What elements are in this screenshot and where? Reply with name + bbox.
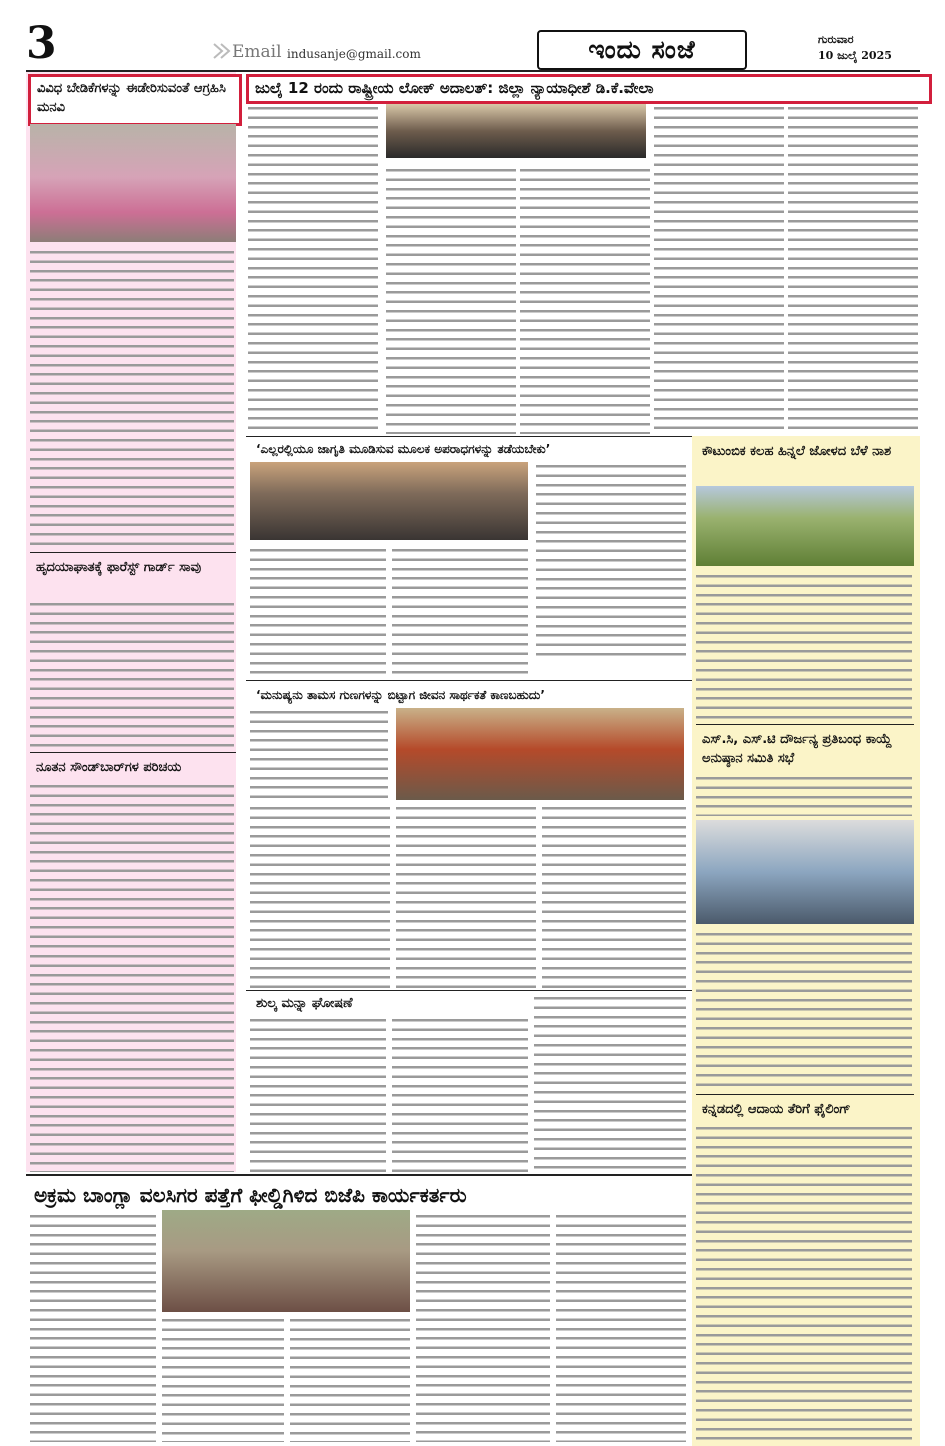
fee-headline: ಶುಲ್ಕ ಮನ್ನಾ ಘೋಷಣೆ xyxy=(256,996,353,1011)
soundbar-headline: ನೂತನ ಸೌಂಡ್‌ಬಾರ್‌ಗಳ ಪರಿಚಯ xyxy=(36,760,182,775)
awareness-headline: ‘ಎಲ್ಲರಲ್ಲಿಯೂ ಜಾಗೃತಿ ಮೂಡಿಸುವ ಮೂಲಕ ಅಪರಾಧಗಳನ್ನು ತಡೆಯಬೇಕು’ xyxy=(256,442,551,456)
demands-body xyxy=(30,248,234,550)
lead-body-col1 xyxy=(248,104,378,434)
demands-photo xyxy=(30,124,236,242)
fee-body-col3 xyxy=(534,994,686,1172)
bangla-body-col1 xyxy=(30,1212,156,1442)
dateline xyxy=(818,32,892,64)
family-body xyxy=(696,572,912,722)
crop-photo xyxy=(696,486,914,566)
awareness-photo xyxy=(250,462,528,540)
awareness-body-col1 xyxy=(250,546,386,676)
awareness-body-col3 xyxy=(536,462,686,662)
lead-headline: ಜುಲೈ 12 ರಂದು ರಾಷ್ಟ್ರೀಯ ಲೋಕ್ ಅದಾಲತ್: ಜಿಲ್ಲಾ ನ್ಯಾಯಾಧೀಶೆ ಡಿ.ಕೆ.ವೇಲಾ xyxy=(246,74,932,104)
meeting-photo xyxy=(696,820,914,924)
bangla-body-col5 xyxy=(556,1212,686,1442)
family-headline: ಕೌಟುಂಬಿಕ ಕಲಹ ಹಿನ್ನಲೆ ಜೋಳದ ಬೆಳೆ ನಾಶ xyxy=(702,444,892,459)
bangla-body-col2 xyxy=(162,1316,284,1442)
heart-body xyxy=(30,600,234,750)
bangla-photo xyxy=(162,1210,410,1312)
scst-body xyxy=(696,930,912,1090)
awareness-body-col2 xyxy=(392,546,528,676)
scst-body-intro xyxy=(696,774,912,816)
fee-body-col1 xyxy=(250,1016,386,1172)
tamas-body-col2 xyxy=(396,804,536,988)
lead-body-col3 xyxy=(520,166,650,434)
email-address: indusanje@gmail.com xyxy=(287,47,421,61)
bangla-headline: ಅಕ್ರಮ ಬಾಂಗ್ಲಾ ವಲಸಿಗರ ಪತ್ತೆಗೆ ಫೀಲ್ಡಿಗಿಳಿದ ಬಿಜೆಪಿ ಕಾರ್ಯಕರ್ತರು xyxy=(34,1183,467,1207)
soundbar-body-cont xyxy=(30,952,234,1172)
demands-headline: ವಿವಿಧ ಬೇಡಿಕೆಗಳನ್ನು ಈಡೇರಿಸುವಂತೆ ಆಗ್ರಹಿಸಿ ಮನವಿ xyxy=(28,74,242,126)
page-number: 3 xyxy=(26,18,57,69)
divider xyxy=(30,552,236,553)
kannada-body xyxy=(696,1124,912,1442)
date: 10 ಜುಲೈ 2025 xyxy=(818,49,892,62)
divider xyxy=(246,680,692,681)
tamas-body-col1 xyxy=(250,804,390,988)
arrow-icon xyxy=(212,42,232,60)
divider xyxy=(696,1094,914,1095)
kannada-headline: ಕನ್ನಡದಲ್ಲಿ ಆದಾಯ ತೆರಿಗೆ ಫೈಲಿಂಗ್ xyxy=(702,1102,851,1117)
divider xyxy=(696,724,914,725)
divider xyxy=(26,1174,692,1176)
tamas-headline: ‘ಮನುಷ್ಯನು ತಾಮಸ ಗುಣಗಳನ್ನು ಬಿಟ್ಟಾಗ ಜೀವನ ಸಾರ್ಥಕತೆ ಕಾಣಬಹುದು’ xyxy=(256,688,545,702)
lead-body-col4 xyxy=(654,104,784,434)
masthead-text: ಇಂದು ಸಂಜೆ xyxy=(588,35,696,64)
divider xyxy=(246,990,692,991)
lead-photo xyxy=(386,104,646,158)
bangla-body-col3 xyxy=(290,1316,410,1442)
bangla-body-col4 xyxy=(416,1212,550,1442)
heart-headline: ಹೃದಯಾಘಾತಕ್ಕೆ ಫಾರೆಸ್ಟ್ ಗಾರ್ಡ್ ಸಾವು xyxy=(36,560,202,575)
lead-body-col5 xyxy=(788,104,918,434)
lead-body-col2 xyxy=(386,166,516,434)
tamas-photo xyxy=(396,708,684,800)
divider xyxy=(30,752,236,753)
fee-body-col2 xyxy=(392,1016,528,1172)
tamas-body-intro xyxy=(250,708,388,798)
day: ಗುರುವಾರ xyxy=(818,33,854,46)
scst-headline: ಎಸ್.ಸಿ, ಎಸ್.ಟಿ ದೌರ್ಜನ್ಯ ಪ್ರತಿಬಂಧ ಕಾಯ್ದೆ ಅನುಷ್ಠಾನ ಸಮಿತಿ ಸಭೆ xyxy=(702,732,892,766)
masthead-logo xyxy=(537,30,747,70)
tamas-body-col3 xyxy=(542,804,686,988)
email-label: Email xyxy=(232,42,282,62)
